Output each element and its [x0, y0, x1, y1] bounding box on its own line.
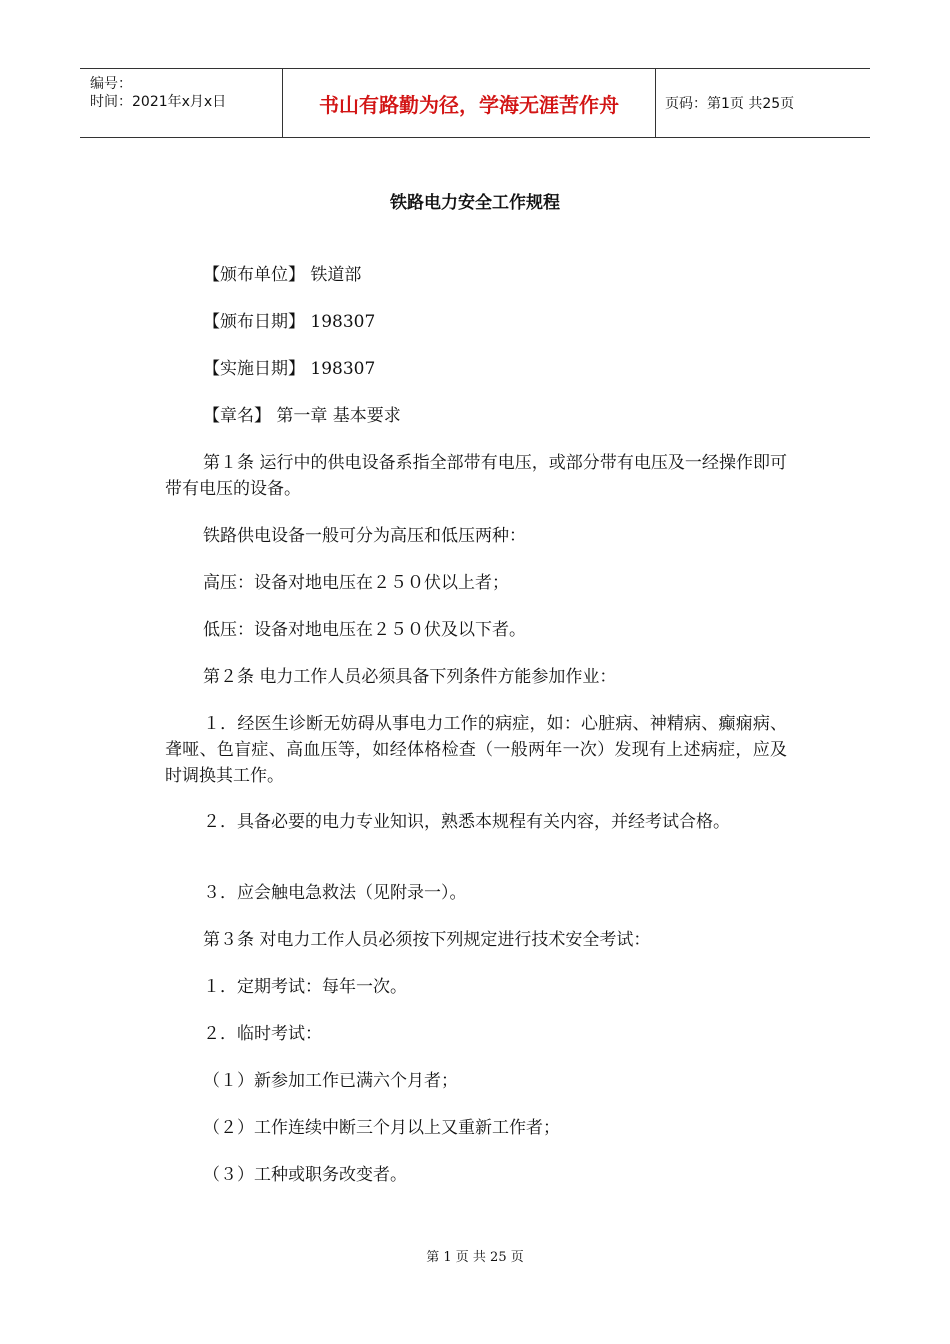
header-page-info: 页码：第1页 共25页 — [665, 96, 795, 112]
document-title: 铁路电力安全工作规程 — [390, 193, 560, 213]
motto-text: 书山有路勤为径，学海无涯苦作舟 — [319, 92, 619, 117]
article-3-item-2-sub-3: （３）工种或职务改变者。 — [203, 1165, 407, 1185]
article-3-item-1: １．定期考试：每年一次。 — [203, 977, 407, 997]
meta-issuer: 【颁布单位】 铁道部 — [203, 265, 362, 285]
article-2: 第２条 电力工作人员必须具备下列条件方能参加作业： — [203, 667, 617, 687]
paragraph-voltage-types: 铁路供电设备一般可分为高压和低压两种： — [203, 526, 526, 546]
meta-issue-date: 【颁布日期】 198307 — [203, 312, 376, 332]
article-3: 第３条 对电力工作人员必须按下列规定进行技术安全考试： — [203, 930, 651, 950]
article-3-item-2-sub-2: （２）工作连续中断三个月以上又重新工作者； — [203, 1118, 560, 1138]
article-2-item-2: ２．具备必要的电力专业知识，熟悉本规程有关内容，并经考试合格。 — [203, 812, 730, 832]
header-page-cell — [655, 69, 870, 137]
document-time-label: 时间：2021年x月x日 — [90, 94, 227, 110]
header-info-cell — [80, 69, 282, 137]
document-number-label: 编号： — [90, 76, 132, 92]
article-2-item-3: ３．应会触电急救法（见附录一）。 — [203, 883, 467, 903]
article-3-item-2: ２．临时考试： — [203, 1024, 322, 1044]
article-2-item-1: １．经医生诊断无妨碍从事电力工作的病症，如：心脏病、神精病、癫痫病、聋哑、色盲症、高血压等，如经体格检查（一般两年一次）发现有上述病症，应及时调换其工作。 — [165, 714, 787, 786]
paragraph-low-voltage: 低压：设备对地电压在２５０伏及以下者。 — [203, 620, 526, 640]
meta-chapter: 【章名】 第一章 基本要求 — [203, 406, 401, 426]
page-header — [80, 68, 870, 138]
paragraph-high-voltage: 高压：设备对地电压在２５０伏以上者； — [203, 573, 509, 593]
meta-effective-date: 【实施日期】 198307 — [203, 359, 376, 379]
article-3-item-2-sub-1: （１）新参加工作已满六个月者； — [203, 1071, 458, 1091]
page-footer: 第 1 页 共 25 页 — [426, 1250, 524, 1265]
header-motto-cell — [282, 69, 656, 137]
article-1: 第１条 运行中的供电设备系指全部带有电压，或部分带有电压及一经操作即可带有电压的设备。 — [165, 453, 787, 499]
